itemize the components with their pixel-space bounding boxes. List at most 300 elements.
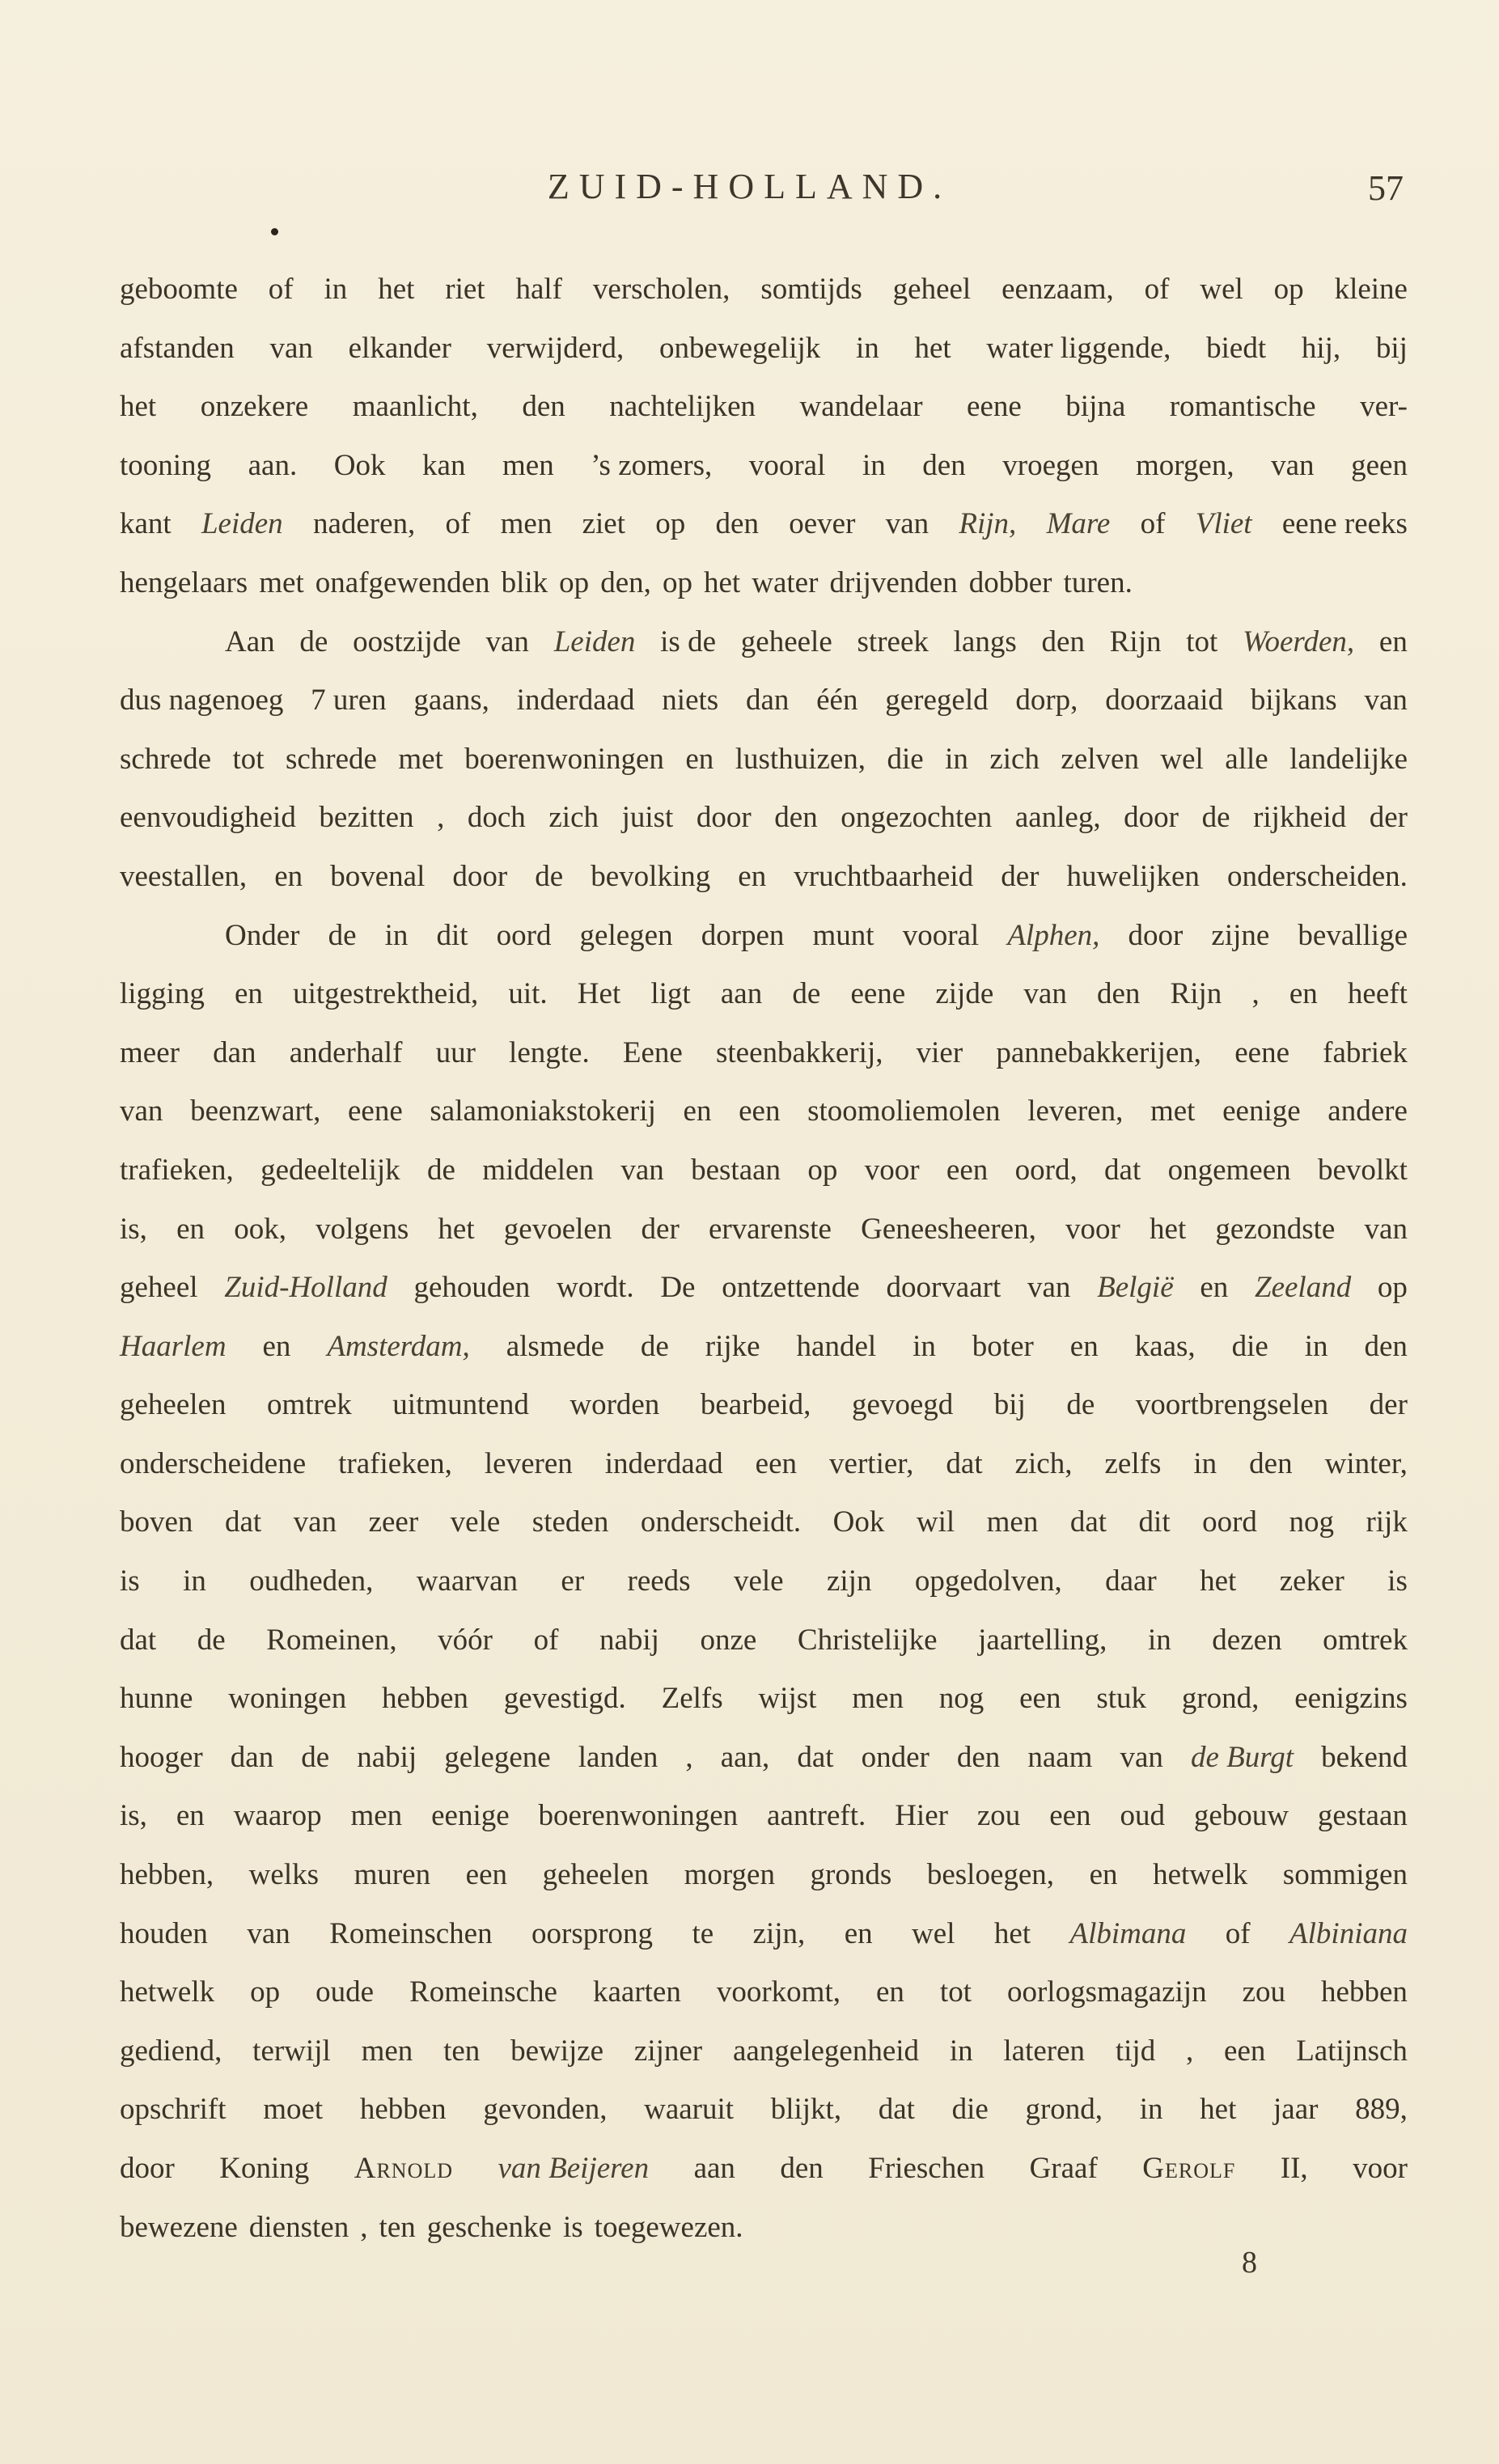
word: rijk — [1366, 1505, 1408, 1539]
word: een — [946, 1153, 989, 1187]
text-line — [120, 1963, 1408, 2022]
word: , — [1251, 977, 1260, 1011]
word: stoomoliemolen — [807, 1094, 1001, 1128]
word: der — [1369, 801, 1408, 835]
word: gelegen — [579, 918, 673, 952]
word: bekend — [1321, 1740, 1408, 1774]
word: op — [250, 1975, 281, 2009]
word: biedt — [1206, 331, 1267, 365]
word: Romeinschen — [329, 1916, 493, 1950]
text-line — [120, 613, 1408, 672]
page-number: 57 — [1368, 168, 1404, 208]
word: zich — [548, 801, 599, 835]
word: van — [247, 1916, 290, 1950]
word: in — [384, 918, 409, 952]
word: gelegene — [444, 1740, 551, 1774]
word: boerenwoningen — [464, 742, 664, 776]
word: dat — [120, 1623, 157, 1657]
word: blik — [501, 565, 548, 599]
word: geheelen — [542, 1858, 650, 1892]
word: steden — [531, 1505, 609, 1539]
word: den — [956, 1740, 1001, 1774]
word: oever — [789, 507, 856, 541]
word: is — [562, 2210, 583, 2244]
word: tot — [1186, 624, 1218, 658]
word: hetwelk — [1153, 1858, 1248, 1892]
word: oorsprong — [531, 1916, 654, 1950]
word: in — [855, 331, 879, 365]
word: nabij — [357, 1740, 417, 1774]
word: en — [176, 1212, 205, 1246]
word: pannebakkerijen, — [996, 1035, 1202, 1069]
word: de Burgt — [1190, 1740, 1294, 1774]
word: dan — [230, 1740, 274, 1774]
word: eenzaam, — [1001, 273, 1114, 306]
word: alsmede — [506, 1329, 604, 1363]
word: bevolking — [591, 859, 711, 893]
word: op — [807, 1153, 838, 1187]
word: ligt — [650, 977, 691, 1011]
word: is de — [660, 624, 717, 658]
word: zijne — [1211, 918, 1270, 952]
word: ongemeen — [1167, 1153, 1291, 1187]
word: men — [350, 1799, 403, 1833]
word: door — [120, 2152, 175, 2185]
word: Amsterdam, — [327, 1329, 470, 1363]
word: eene — [1234, 1035, 1289, 1069]
word: terwijl — [252, 2034, 331, 2068]
word: doch — [467, 801, 526, 835]
word: oude — [315, 1975, 375, 2009]
word: bij — [993, 1388, 1026, 1422]
word: geregeld — [885, 684, 989, 718]
text-line — [120, 965, 1408, 1024]
word: zeker — [1279, 1564, 1344, 1598]
word: gehouden — [413, 1271, 531, 1305]
word: hebben — [382, 1682, 468, 1716]
signature-mark: 8 — [1242, 2246, 1257, 2280]
word: en — [1069, 1329, 1099, 1363]
word: diensten — [248, 2210, 349, 2244]
word: geheelen — [120, 1388, 227, 1422]
text-line — [120, 1787, 1408, 1846]
word: onder — [861, 1740, 929, 1774]
word: drijvenden — [829, 565, 958, 599]
text-line — [120, 2140, 1408, 2199]
word: hebben — [1321, 1975, 1408, 2009]
text-line — [120, 1729, 1408, 1788]
word: is, — [120, 1212, 147, 1246]
word: een — [1224, 2034, 1266, 2068]
word: aangelegenheid — [732, 2034, 920, 2068]
word: doorvaart — [886, 1271, 1001, 1305]
word: die — [1231, 1329, 1268, 1363]
word: voor — [1065, 1212, 1120, 1246]
word: II, — [1280, 2152, 1308, 2185]
word: oostzijde — [353, 624, 461, 658]
word: een — [739, 1094, 781, 1128]
word: of — [1140, 507, 1166, 541]
word: zeer — [368, 1505, 419, 1539]
word: Gerolf — [1142, 2152, 1236, 2185]
word: bij — [1375, 331, 1408, 365]
word: oord — [1202, 1505, 1257, 1539]
word: wijst — [758, 1682, 817, 1716]
word: wandelaar — [799, 390, 923, 424]
word: van Beijeren — [498, 2152, 650, 2185]
word: in — [1193, 1446, 1217, 1480]
word: wel — [912, 1916, 955, 1950]
word: uitgestrektheid, — [293, 977, 479, 1011]
word: onderscheidene — [120, 1446, 307, 1480]
word: de — [792, 977, 821, 1011]
word: aan — [720, 977, 763, 1011]
word: van — [620, 1153, 664, 1187]
word: en — [875, 1975, 904, 2009]
text-line — [120, 1082, 1408, 1141]
word: door — [696, 801, 752, 835]
word: gevoelen — [503, 1212, 612, 1246]
word: Rijn — [1170, 977, 1222, 1011]
word: het — [993, 1916, 1031, 1950]
word: kan — [422, 448, 466, 482]
word: handel — [796, 1329, 877, 1363]
word: uitmuntend — [392, 1388, 529, 1422]
word: of — [445, 507, 471, 541]
word: de — [299, 624, 328, 658]
word: op — [559, 565, 590, 599]
word: winter, — [1324, 1446, 1408, 1480]
word: vier — [916, 1035, 963, 1069]
word: anderhalf — [289, 1035, 403, 1069]
word: onze — [700, 1623, 757, 1657]
word: van — [1271, 448, 1315, 482]
word: van — [485, 624, 529, 658]
word: eene — [347, 1094, 403, 1128]
word: juist — [621, 801, 674, 835]
word: Arnold — [354, 2152, 454, 2185]
word: Eene — [622, 1035, 683, 1069]
word: in — [324, 273, 348, 306]
word: tooning — [120, 448, 212, 482]
word: huwelijken — [1066, 859, 1200, 893]
word: grond, — [1181, 1682, 1260, 1716]
word: Ook — [333, 448, 386, 482]
word: zich, — [1014, 1446, 1073, 1480]
word: geboomte — [120, 273, 238, 306]
word: zelfs — [1104, 1446, 1162, 1480]
word: de — [197, 1623, 226, 1657]
word: Onder — [225, 918, 300, 952]
word: Geneesheeren, — [861, 1212, 1036, 1246]
word: den — [715, 507, 759, 541]
word: grond, — [1025, 2093, 1103, 2127]
word: der — [1369, 1388, 1408, 1422]
word: beenzwart, — [190, 1094, 321, 1128]
word: nachtelijken — [609, 390, 756, 424]
word: onbewegelijk — [658, 331, 821, 365]
word: romantische — [1169, 390, 1316, 424]
word: zijn — [826, 1564, 872, 1598]
word: aan, — [720, 1740, 770, 1774]
word: leveren, — [1027, 1094, 1124, 1128]
word: en — [844, 1916, 873, 1950]
word: jaar — [1273, 2093, 1319, 2127]
word: ten — [379, 2210, 416, 2244]
word: Zuid-Holland — [224, 1271, 387, 1305]
word: niets — [662, 684, 719, 718]
word: dezen — [1212, 1623, 1282, 1657]
word: één — [816, 684, 858, 718]
word: van — [885, 507, 929, 541]
word: er — [561, 1564, 585, 1598]
word: vooral — [748, 448, 826, 482]
word: , — [685, 1740, 693, 1774]
word: geheel — [120, 1271, 198, 1305]
word: is, — [120, 1799, 147, 1833]
word: den — [1249, 1446, 1293, 1480]
word: meer — [120, 1035, 180, 1069]
word: van — [1027, 1271, 1071, 1305]
word: het — [1200, 1564, 1237, 1598]
word: verwijderd, — [486, 331, 625, 365]
word: eene — [850, 977, 906, 1011]
word: gevestigd. — [503, 1682, 626, 1716]
word: die — [887, 742, 924, 776]
word: te — [692, 1916, 714, 1950]
word: Ook — [832, 1505, 885, 1539]
word: morgen — [684, 1858, 775, 1892]
word: voor — [1353, 2152, 1408, 2185]
word: opschrift — [120, 2093, 227, 2127]
word: uit. — [508, 977, 548, 1011]
word: voortbrengselen — [1135, 1388, 1329, 1422]
word: landelijke — [1289, 742, 1408, 776]
word: schrede — [285, 742, 377, 776]
word: gronds — [810, 1858, 892, 1892]
word: dat — [1069, 1505, 1107, 1539]
word: de — [535, 859, 564, 893]
word: zijn, — [752, 1916, 806, 1950]
word: boter — [972, 1329, 1034, 1363]
word: vruchtbaarheid — [794, 859, 974, 893]
word: vele — [450, 1505, 501, 1539]
word: en — [274, 859, 303, 893]
word: daar — [1105, 1564, 1157, 1598]
text-line — [120, 2081, 1408, 2140]
word: ’s zomers, — [591, 448, 713, 482]
word: muren — [354, 1858, 431, 1892]
word: lengte. — [509, 1035, 590, 1069]
word: eenige — [431, 1799, 510, 1833]
word: bezitten — [319, 801, 414, 835]
word: Romeinsche — [409, 1975, 557, 2009]
word: der — [641, 1212, 680, 1246]
word: afstanden — [120, 331, 235, 365]
word: stuk — [1096, 1682, 1146, 1716]
word: naam — [1027, 1740, 1093, 1774]
word: streek — [857, 624, 929, 658]
word: geschenke — [426, 2210, 552, 2244]
word: het — [914, 331, 951, 365]
word: oord — [496, 918, 552, 952]
text-line — [120, 671, 1408, 730]
word: dit — [436, 918, 468, 952]
word: in — [1147, 1623, 1171, 1657]
word: Christelijke — [797, 1623, 938, 1657]
word: en — [683, 1094, 712, 1128]
word: oud — [1120, 1799, 1165, 1833]
word: lusthuizen, — [735, 742, 866, 776]
word: Vliet — [1195, 507, 1252, 541]
word: boven — [120, 1505, 193, 1539]
word: in — [862, 448, 886, 482]
word: waarop — [233, 1799, 322, 1833]
word: op — [1377, 1271, 1408, 1305]
word: gediend, — [120, 2034, 222, 2068]
word: ervarenste — [708, 1212, 832, 1246]
word: omtrek — [266, 1388, 352, 1422]
word: en — [1200, 1271, 1229, 1305]
word: kaarten — [592, 1975, 681, 2009]
word: dat — [1104, 1153, 1141, 1187]
word: en — [1289, 977, 1318, 1011]
word: vóór — [438, 1623, 493, 1657]
word: gebouw — [1193, 1799, 1289, 1833]
word: dat — [224, 1505, 262, 1539]
text-line — [120, 437, 1408, 496]
word: rijke — [705, 1329, 760, 1363]
word: van — [1364, 1212, 1408, 1246]
word: oudheden, — [249, 1564, 374, 1598]
word: geheele — [740, 624, 832, 658]
word: doorzaaid — [1105, 684, 1224, 718]
word: het — [120, 390, 157, 424]
word: vooral — [902, 918, 980, 952]
word: aantreft. — [767, 1799, 866, 1833]
word: onafgewenden — [315, 565, 490, 599]
text-line — [120, 789, 1408, 848]
word: dorp, — [1015, 684, 1078, 718]
word: sommigen — [1282, 1858, 1408, 1892]
word: eenvoudigheid — [120, 801, 296, 835]
word: in — [1304, 1329, 1328, 1363]
word: den — [774, 801, 818, 835]
word: houden — [120, 1916, 208, 1950]
word: schrede — [120, 742, 211, 776]
word: vertier, — [829, 1446, 914, 1480]
word: zich — [989, 742, 1040, 776]
text-line — [120, 1435, 1408, 1494]
word: Romeinen, — [266, 1623, 397, 1657]
word: gevonden, — [483, 2093, 608, 2127]
word: den — [1364, 1329, 1408, 1363]
word: dan — [745, 684, 790, 718]
word: en — [262, 1329, 291, 1363]
text-line — [120, 260, 1408, 320]
word: half — [515, 273, 563, 306]
word: gedeeltelijk — [260, 1153, 400, 1187]
word: de — [301, 1740, 330, 1774]
word: in — [183, 1564, 206, 1598]
word: door — [452, 859, 508, 893]
word: oord, — [1014, 1153, 1078, 1187]
word: wil — [916, 1505, 955, 1539]
word: zijde — [935, 977, 994, 1011]
word: is — [1387, 1564, 1408, 1598]
word: de — [427, 1153, 455, 1187]
text-line — [120, 730, 1408, 790]
word: den — [522, 390, 565, 424]
word: Alphen, — [1007, 918, 1100, 952]
text-line — [120, 1259, 1408, 1318]
word: Frieschen — [868, 2152, 985, 2185]
word: onzekere — [200, 390, 309, 424]
word: nabij — [599, 1623, 659, 1657]
word: met — [398, 742, 443, 776]
word: 7 uren — [311, 684, 387, 718]
word: blijkt, — [770, 2093, 842, 2127]
ink-speck — [271, 228, 278, 235]
word: of — [1225, 1916, 1251, 1950]
word: ook, — [234, 1212, 286, 1246]
word: der — [1001, 859, 1040, 893]
word: het — [704, 565, 741, 599]
word: het — [438, 1212, 475, 1246]
word: Albimana — [1069, 1916, 1187, 1950]
word: dobber — [968, 565, 1052, 599]
word: ziet — [582, 507, 626, 541]
word: toegewezen. — [594, 2210, 743, 2244]
word: voorkomt, — [716, 1975, 841, 2009]
word: bevallige — [1298, 918, 1408, 952]
word: jaartelling, — [978, 1623, 1107, 1657]
word: een — [1049, 1799, 1091, 1833]
word: den — [780, 2152, 824, 2185]
word: op — [662, 565, 692, 599]
word: munt — [812, 918, 874, 952]
word: kleine — [1334, 273, 1408, 306]
word: gevoegd — [851, 1388, 954, 1422]
text-line — [120, 1670, 1408, 1729]
word: moet — [263, 2093, 324, 2127]
word: door — [1128, 918, 1184, 952]
word: Rijn, — [959, 507, 1017, 541]
text-line — [120, 554, 1408, 613]
word: en — [1378, 624, 1408, 658]
word: , — [1186, 2034, 1194, 2068]
word: welks — [248, 1858, 319, 1892]
word: Mare — [1046, 507, 1111, 541]
word: van — [269, 331, 313, 365]
text-line — [120, 2022, 1408, 2081]
word: bijkans — [1250, 684, 1337, 718]
word: in — [913, 1329, 936, 1363]
word: onderscheidt. — [640, 1505, 802, 1539]
word: ongezochten — [841, 801, 993, 835]
text-line — [120, 907, 1408, 966]
word: men — [361, 2034, 413, 2068]
text-line — [120, 1611, 1408, 1670]
word: trafieken, — [120, 1153, 234, 1187]
word: eenige — [1222, 1094, 1301, 1128]
word: van — [293, 1505, 337, 1539]
word: heeft — [1347, 977, 1408, 1011]
word: veestallen, — [120, 859, 248, 893]
word: opgedolven, — [914, 1564, 1062, 1598]
word: eene reeks — [1281, 507, 1408, 541]
word: gaans, — [413, 684, 489, 718]
